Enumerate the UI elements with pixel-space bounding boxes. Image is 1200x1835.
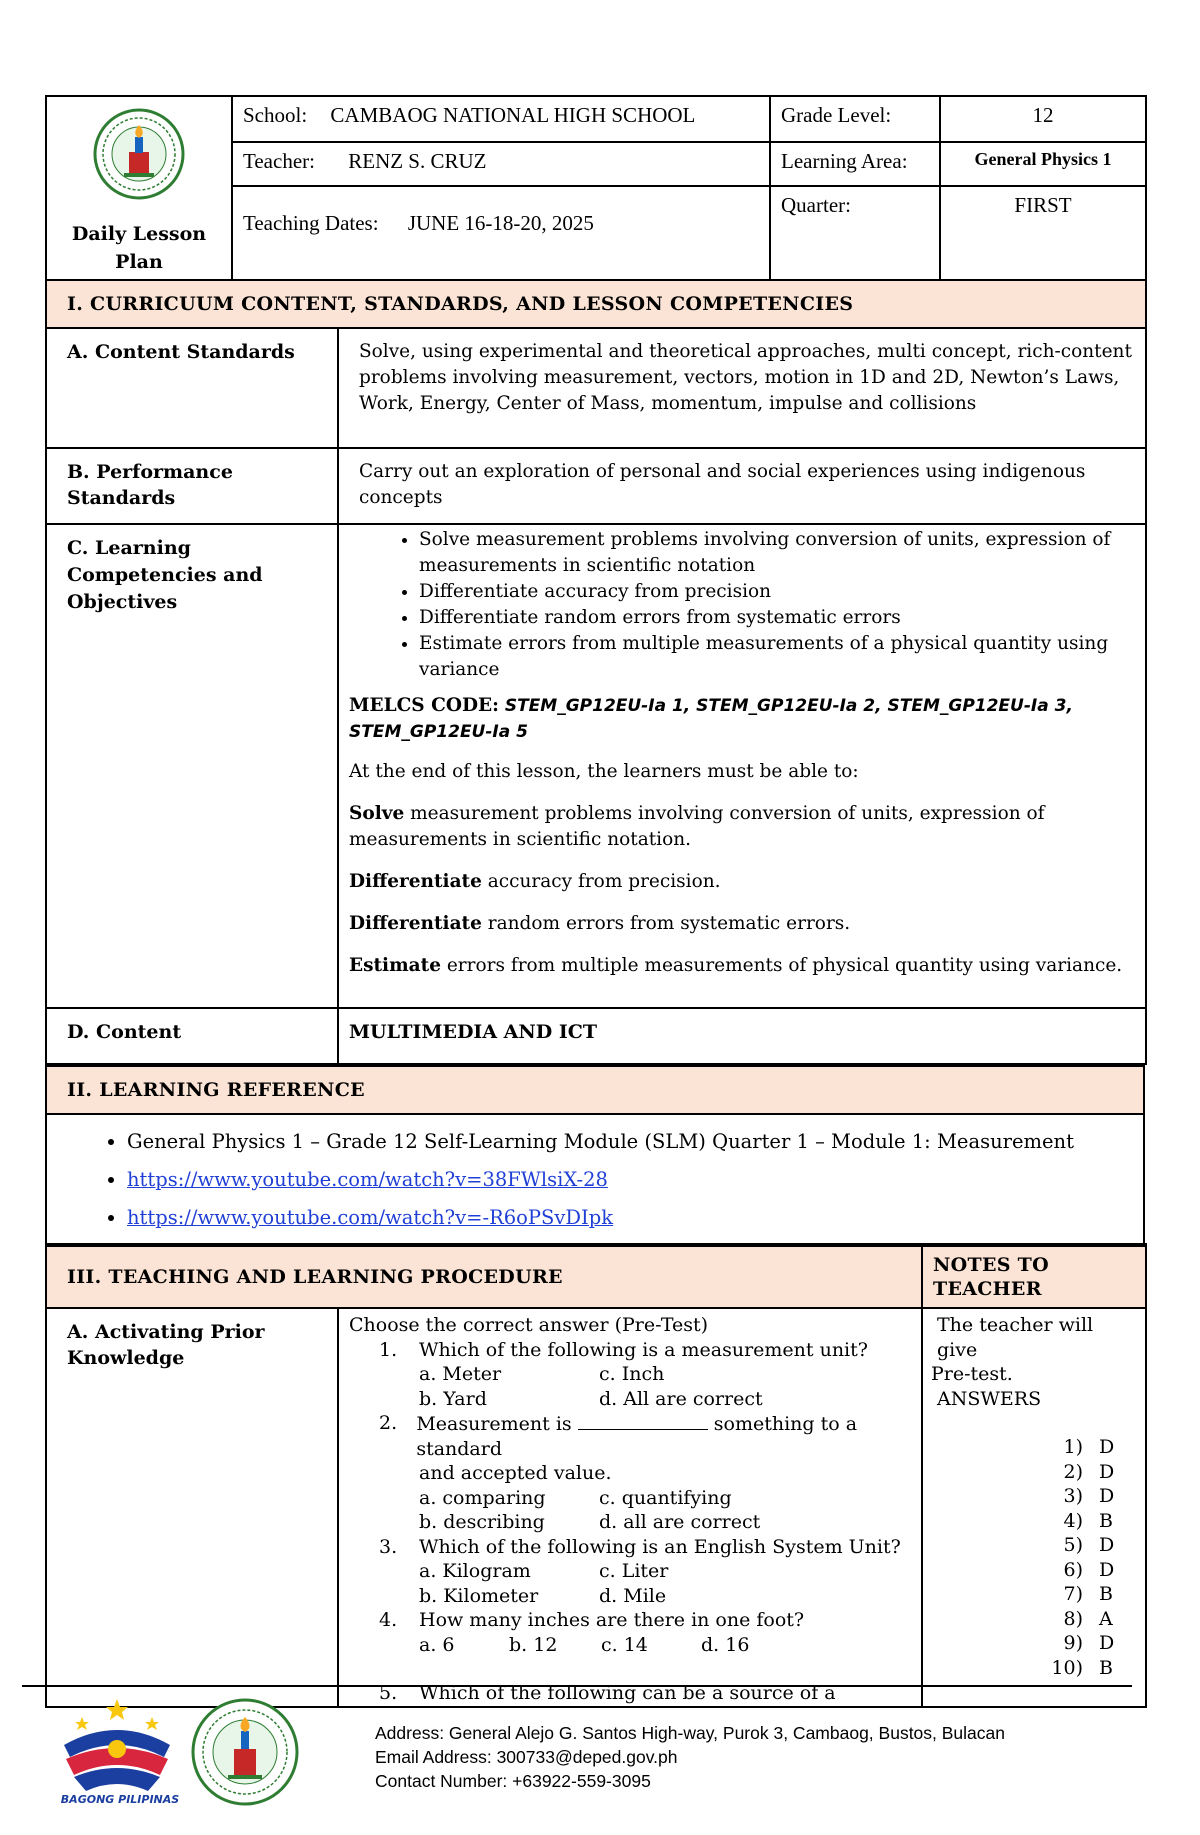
- grade-value: 12: [940, 96, 1146, 142]
- answer-value: B: [1099, 1509, 1113, 1532]
- question-text: Which of the following is an English System Unit?: [419, 1535, 901, 1558]
- address-text: Address: General Alejo G. Santos High-way, Purok 3, Cambaog, Bustos, Bulacan: [375, 1723, 1005, 1743]
- references-list: [47, 1123, 1143, 1237]
- competency-item: • Solve measurement problems involving conversion of units, expression of measurements in scientific notation: [419, 527, 1133, 579]
- melcs-codes: STEM_GP12EU-Ia 1, STEM_GP12EU-Ia 2, STEM_GP12EU-Ia 3, STEM_GP12EU-Ia 5: [349, 696, 1073, 742]
- question-text: How many inches are there in one foot?: [419, 1609, 805, 1631]
- objective-verb: Estimate: [349, 955, 441, 976]
- answer-item: 10) B: [1051, 1656, 1113, 1679]
- answers-label: ANSWERS: [937, 1387, 1042, 1410]
- objective-verb: Solve: [349, 803, 405, 824]
- question-3: 3. Which of the following is an English System Unit?: [379, 1535, 901, 1558]
- reference-link[interactable]: https://www.youtube.com/watch?v=38FWlsiX-28: [127, 1168, 608, 1191]
- objective-verb: Differentiate: [349, 871, 482, 892]
- content-standards-text: Solve, using experimental and theoretical approaches, multi concept, rich-content problems involving measurement, vectors, motion in 1D and 2D, Newton’s Laws, Work, Energy, Center of Mass, momentum, impulse and collisions: [338, 328, 1146, 448]
- bagong-pilipinas-text: BAGONG PILIPINAS: [60, 1793, 180, 1806]
- option: d. all are correct: [599, 1511, 761, 1533]
- option: a. comparing: [419, 1486, 546, 1509]
- answer-value: B: [1099, 1656, 1113, 1679]
- answer-value: B: [1099, 1583, 1113, 1605]
- competencies-cell: [338, 524, 1146, 1008]
- option: c. Inch: [599, 1363, 665, 1385]
- school-value: CAMBAOG NATIONAL HIGH SCHOOL: [330, 103, 696, 127]
- option: d. 16: [701, 1633, 750, 1656]
- answer-item: 2) D: [1063, 1460, 1115, 1483]
- objective-text: random errors from systematic errors.: [481, 913, 851, 934]
- notes-text: The teacher will give: [937, 1314, 1094, 1361]
- answer-item: 5) D: [1063, 1534, 1115, 1556]
- dlp-title: Daily Lesson Plan: [71, 223, 207, 273]
- option: c. quantifying: [599, 1486, 732, 1509]
- objective-text: accuracy from precision.: [481, 871, 721, 892]
- school-contact-info: [375, 1721, 1005, 1793]
- notes-text: Pre-test.: [931, 1363, 1013, 1385]
- option: d. Mile: [599, 1584, 667, 1607]
- teacher-value: RENZ S. CRUZ: [348, 149, 487, 173]
- options-row: [349, 1559, 913, 1584]
- option: c. 14: [601, 1633, 648, 1656]
- options-row: [349, 1387, 913, 1412]
- header-table: [45, 95, 1147, 281]
- dates-value: JUNE 16-18-20, 2025: [407, 211, 594, 235]
- objectives-intro: At the end of this lesson, the learners must be able to:: [349, 761, 859, 782]
- pretest-title: Choose the correct answer (Pre-Test): [349, 1314, 709, 1336]
- question-2: 2. Measurement is something to a standard: [349, 1411, 913, 1461]
- answer-item: 8) A: [1063, 1607, 1113, 1630]
- school-cell: [232, 96, 770, 142]
- answer-item: 9) D: [1063, 1632, 1115, 1654]
- content-label: D. Content: [46, 1008, 338, 1064]
- competencies-label-text: C. Learning Competencies and Objectives: [67, 537, 263, 613]
- option: a. 6: [419, 1633, 455, 1656]
- question-text: [416, 1411, 913, 1461]
- option: d. All are correct: [599, 1387, 763, 1410]
- footer-school-seal-icon: [190, 1697, 300, 1807]
- answer-value: D: [1099, 1460, 1115, 1483]
- dates-cell: [232, 186, 770, 280]
- performance-standards-label: B. Performance Standards: [46, 448, 338, 524]
- section1-title: I. CURRICUUM CONTENT, STANDARDS, AND LESSON COMPETENCIES: [46, 280, 1146, 328]
- options-row: [349, 1362, 913, 1387]
- option: b. Yard: [419, 1387, 487, 1410]
- quarter-label: Quarter:: [770, 186, 940, 280]
- answer-value: A: [1099, 1607, 1113, 1630]
- objective-item: [349, 801, 1133, 853]
- answer-item: 3) D: [1063, 1485, 1115, 1507]
- contact-text: Contact Number: +63922-559-3095: [375, 1771, 651, 1791]
- melcs-label: MELCS CODE:: [349, 695, 499, 716]
- grade-label: Grade Level:: [770, 96, 940, 142]
- content-value: MULTIMEDIA AND ICT: [338, 1008, 1146, 1064]
- objective-item: [349, 953, 1133, 979]
- answer-item: 4) B: [1063, 1509, 1113, 1532]
- school-logo-cell: [46, 96, 232, 280]
- objective-item: [349, 869, 1133, 895]
- references-cell: [46, 1114, 1144, 1244]
- competency-item: • Estimate errors from multiple measurements of a physical quantity using variance: [419, 631, 1133, 683]
- section2-table: [45, 1063, 1145, 1245]
- competencies-list: [349, 527, 1133, 683]
- reference-link[interactable]: https://www.youtube.com/watch?v=-R6oPSvDIpk: [127, 1206, 614, 1229]
- question-part: something to a standard: [416, 1413, 858, 1460]
- answer-value: D: [1099, 1632, 1115, 1654]
- lesson-plan-document: [45, 95, 1145, 1708]
- reference-item: [127, 1161, 1143, 1199]
- option: b. 12: [509, 1633, 558, 1656]
- melcs-code: [349, 693, 1133, 745]
- question-5: 5. Which of the following can be a source of a: [379, 1682, 836, 1704]
- option: b. describing: [419, 1511, 545, 1533]
- activating-label: A. Activating Prior Knowledge: [46, 1308, 338, 1707]
- answer-value: D: [1099, 1436, 1115, 1458]
- area-value: General Physics 1: [940, 142, 1146, 186]
- email-text: Email Address: 300733@deped.gov.ph: [375, 1747, 678, 1767]
- option: a. Kilogram: [419, 1560, 531, 1582]
- answer-value: D: [1099, 1534, 1115, 1556]
- option: a. Meter: [419, 1363, 502, 1385]
- competencies-label: [46, 524, 338, 1008]
- reference-item: • General Physics 1 – Grade 12 Self-Learning Module (SLM) Quarter 1 – Module 1: Measurement: [127, 1123, 1143, 1161]
- question-2-cont: and accepted value.: [419, 1462, 612, 1484]
- options-row: [349, 1584, 913, 1609]
- notes-title: NOTES TO TEACHER: [922, 1245, 1146, 1308]
- section3-table: [45, 1243, 1147, 1708]
- blank-line: [578, 1411, 708, 1430]
- options-row: [349, 1633, 913, 1658]
- answer-value: D: [1099, 1485, 1115, 1507]
- question-1: 1. Which of the following is a measurement unit?: [379, 1338, 868, 1361]
- performance-standards-text: Carry out an exploration of personal and social experiences using indigenous concepts: [338, 448, 1146, 524]
- answer-item: 7) B: [1063, 1583, 1113, 1605]
- question-text: Which of the following is a measurement unit?: [419, 1338, 868, 1361]
- objective-text: measurement problems involving conversion of units, expression of measurements in scientific notation.: [349, 803, 1045, 850]
- question-text: Which of the following can be a source of a: [419, 1682, 836, 1704]
- options-row: [349, 1486, 913, 1511]
- answer-item: 6) D: [1063, 1558, 1115, 1581]
- option: b. Kilometer: [419, 1584, 539, 1607]
- competency-item: • Differentiate accuracy from precision: [419, 579, 1133, 605]
- content-standards-label: A. Content Standards: [46, 328, 338, 448]
- answers-list: [931, 1435, 1137, 1680]
- competency-item: • Differentiate random errors from systematic errors: [419, 605, 1133, 631]
- question-part: Measurement is: [416, 1413, 572, 1435]
- answer-value: D: [1099, 1558, 1115, 1581]
- objective-text: errors from multiple measurements of physical quantity using variance.: [440, 955, 1123, 976]
- question-4: 4. How many inches are there in one foot?: [379, 1609, 805, 1631]
- objective-verb: Differentiate: [349, 913, 482, 934]
- options-row: [349, 1510, 913, 1535]
- objective-item: [349, 911, 1133, 937]
- school-label: School:: [243, 103, 308, 127]
- quarter-value: FIRST: [940, 186, 1146, 280]
- notes-cell: [922, 1308, 1146, 1707]
- area-label: Learning Area:: [770, 142, 940, 186]
- dates-label: Teaching Dates:: [243, 211, 379, 235]
- footer-divider: [22, 1685, 1132, 1687]
- section1-table: [45, 279, 1147, 1065]
- teacher-label: Teacher:: [243, 149, 315, 173]
- option: c. Liter: [599, 1560, 669, 1582]
- teacher-cell: [232, 142, 770, 186]
- answer-item: 1) D: [1063, 1436, 1115, 1458]
- reference-item: [127, 1199, 1143, 1237]
- pretest-cell: [338, 1308, 922, 1707]
- section3-title: III. TEACHING AND LEARNING PROCEDURE: [46, 1245, 922, 1308]
- school-seal-icon: [84, 107, 194, 202]
- section2-title: II. LEARNING REFERENCE: [46, 1065, 1144, 1114]
